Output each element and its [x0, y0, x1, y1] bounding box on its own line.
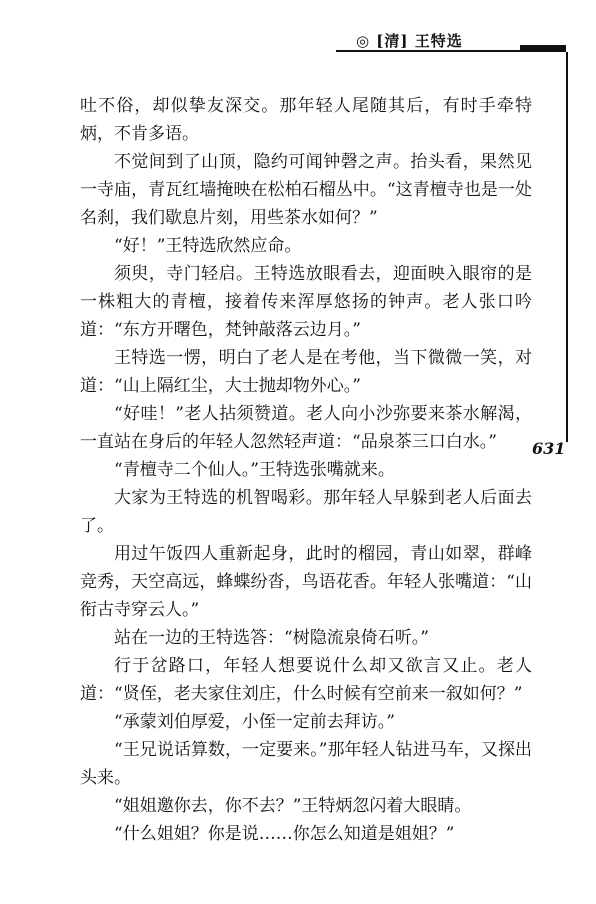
paragraph: “承蒙刘伯厚爱，小侄一定前去拜访。” [114, 712, 395, 732]
paragraph: 不觉间到了山顶，隐约可闻钟磬之声。抬头看，果然见一寺庙，青瓦红墙掩映在松柏石榴丛中。“这青檀寺也是一处名刹，我们歇息片刻，用些茶水如何？” [80, 152, 532, 228]
paragraph: 站在一边的王特选答：“树隐流泉倚石听。” [114, 628, 429, 648]
paragraph: “好哇！”老人拈须赞道。老人向小沙弥要来茶水解渴，一直站在身后的年轻人忽然轻声道：“品泉茶三口白水。” [80, 404, 532, 452]
paragraph: 行于岔路口，年轻人想要说什么却又欲言又止。老人道：“贤侄，老夫家住刘庄，什么时候有空前来一叙如何？” [80, 656, 532, 704]
paragraph: “青檀寺二个仙人。”王特选张嘴就来。 [114, 460, 395, 480]
header-rule-accent [520, 45, 566, 51]
paragraph: 用过午饭四人重新起身，此时的榴园，青山如翠，群峰竞秀，天空高远，蜂蝶纷沓，鸟语花香。年轻人张嘴道：“山衔古寺穿云人。” [80, 544, 532, 620]
paragraph: 大家为王特选的机智喝彩。那年轻人早躲到老人后面去了。 [80, 488, 532, 536]
body-text [80, 92, 532, 848]
paragraph: “姐姐邀你去，你不去？”王特炳忽闪着大眼睛。 [114, 796, 472, 816]
paragraph: 须臾，寺门轻启。王特选放眼看去，迎面映入眼帘的是一株粗大的青檀，接着传来浑厚悠扬的钟声。老人张口吟道：“东方开曙色，梵钟敲落云边月。” [80, 264, 532, 340]
page-number: 631 [532, 439, 566, 458]
paragraph: “好！”王特选欣然应命。 [114, 236, 302, 256]
side-margin-rule [566, 52, 568, 442]
paragraph: 王特选一愣，明白了老人是在考他，当下微微一笑，对道：“山上隔红尘，大士抛却物外心。” [80, 348, 532, 396]
paragraph: “什么姐姐？你是说……你怎么知道是姐姐？” [114, 824, 455, 844]
running-header: ◎ [清] 王特选 [356, 32, 463, 50]
paragraph: 吐不俗，却似挚友深交。那年轻人尾随其后，有时手牵特炳，不肯多语。 [80, 96, 532, 144]
paragraph: “王兄说话算数，一定要来。”那年轻人钻进马车，又探出头来。 [80, 740, 532, 788]
